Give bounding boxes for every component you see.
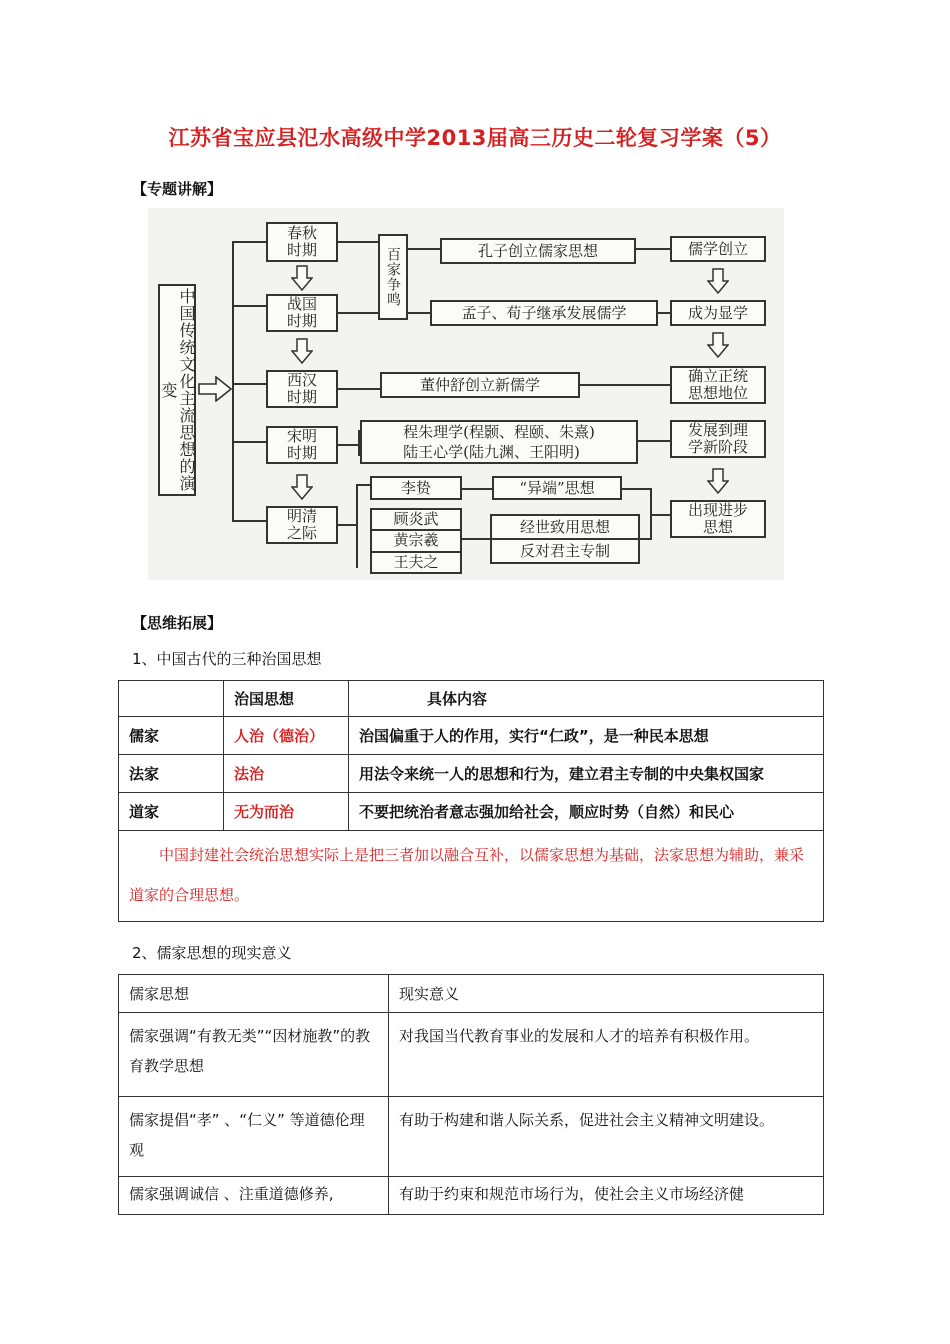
idea-cell: 儒家强调诚信 、注重道德修养, (119, 1177, 389, 1215)
result-xianxue: 成为显学 (670, 300, 766, 326)
table2-heading: 2、儒家思想的现实意义 (132, 944, 292, 962)
table-row (119, 1097, 824, 1177)
box-gu: 顾炎武 (393, 509, 439, 528)
confucian-significance-table (118, 974, 824, 1215)
table-row (119, 1013, 824, 1097)
arrow-down-icon (291, 338, 313, 364)
school-cell: 道家 (119, 793, 224, 831)
table-row (119, 755, 824, 793)
box-jingshi: 经世致用思想 (519, 518, 610, 536)
content-cell: 不要把统治者意志强加给社会，顺应时势（自然）和民心 (349, 793, 824, 831)
box-mengxun: 孟子、荀子继承发展儒学 (430, 300, 658, 326)
period-zhanguo: 战国 时期 (266, 294, 338, 332)
idea-cell: 人治（德治） (224, 717, 349, 755)
box-songming-schools (360, 420, 638, 464)
result-rujia-chuangli: 儒学创立 (670, 236, 766, 262)
school-cell: 法家 (119, 755, 224, 793)
evolution-diagram (148, 208, 784, 580)
content-cell: 用法令来统一人的思想和行为，建立君主专制的中央集权国家 (349, 755, 824, 793)
box-dong: 董仲舒创立新儒学 (380, 372, 580, 398)
box-three-thinkers (370, 508, 462, 574)
governance-table (118, 680, 824, 922)
table-header-row (119, 681, 824, 717)
result-lixue: 发展到理 学新阶段 (670, 420, 766, 458)
section-label-extension: 【思维拓展】 (132, 614, 223, 632)
table-header-cell: 治国思想 (224, 681, 349, 717)
table-header-cell: 儒家思想 (119, 975, 389, 1013)
period-songming: 宋明 时期 (266, 426, 338, 464)
box-lizhi: 李贽 (370, 476, 462, 500)
box-fandui: 反对君主专制 (519, 542, 610, 560)
school-cell: 儒家 (119, 717, 224, 755)
diagram-root: 中国传统文化主流思想的演变 (158, 284, 196, 496)
box-yiduan: “异端”思想 (492, 476, 622, 500)
arrow-down-icon (291, 474, 313, 500)
period-mingqing: 明清 之际 (266, 506, 338, 544)
idea-cell: 儒家强调“有教无类”“因材施教”的教育教学思想 (119, 1013, 389, 1097)
table1-heading: 1、中国古代的三种治国思想 (132, 650, 322, 668)
meaning-cell: 对我国当代教育事业的发展和人才的培养有积极作用。 (389, 1013, 824, 1097)
arrow-right-icon (198, 376, 232, 402)
box-kongzi: 孔子创立儒家思想 (440, 238, 636, 264)
meaning-cell: 有助于约束和规范市场行为，使社会主义市场经济健 (389, 1177, 824, 1215)
idea-cell: 无为而治 (224, 793, 349, 831)
table-note: 中国封建社会统治思想实际上是把三者加以融合互补，以儒家思想为基础，法家思想为辅助，兼采道家的合理思想。 (119, 831, 824, 922)
box-wang: 王夫之 (393, 553, 439, 572)
table-row (119, 793, 824, 831)
table-header-cell (119, 681, 224, 717)
box-huang: 黄宗羲 (393, 531, 439, 550)
result-jinbu: 出现进步 思想 (670, 500, 766, 538)
arrow-down-icon (291, 265, 313, 291)
idea-cell: 法治 (224, 755, 349, 793)
section-label-lecture: 【专题讲解】 (132, 180, 223, 198)
arrow-down-icon (707, 332, 729, 358)
document-title: 江苏省宝应县氾水高级中学2013届高三历史二轮复习学案（5） (168, 126, 782, 150)
arrow-down-icon (707, 268, 729, 294)
idea-cell: 儒家提倡“孝” 、“仁义” 等道德伦理观 (119, 1097, 389, 1177)
period-xihan: 西汉 时期 (266, 370, 338, 408)
meaning-cell: 有助于构建和谐人际关系，促进社会主义精神文明建设。 (389, 1097, 824, 1177)
baijia-zhengming: 百家争鸣 (378, 234, 408, 320)
box-jingshi-group (490, 514, 640, 564)
table-row (119, 1177, 824, 1215)
box-chengzhu: 程朱理学(程颢、程颐、朱熹) (403, 423, 595, 441)
box-luwang: 陆王心学(陆九渊、王阳明) (403, 443, 580, 461)
table-row (119, 717, 824, 755)
table-note-row (119, 831, 824, 922)
content-cell: 治国偏重于人的作用，实行“仁政”，是一种民本思想 (349, 717, 824, 755)
table-header-cell: 现实意义 (389, 975, 824, 1013)
arrow-down-icon (707, 468, 729, 494)
table-header-cell: 具体内容 (349, 681, 824, 717)
result-zhengtong: 确立正统 思想地位 (670, 366, 766, 404)
table-header-row (119, 975, 824, 1013)
period-chunqiu: 春秋 时期 (266, 222, 338, 262)
